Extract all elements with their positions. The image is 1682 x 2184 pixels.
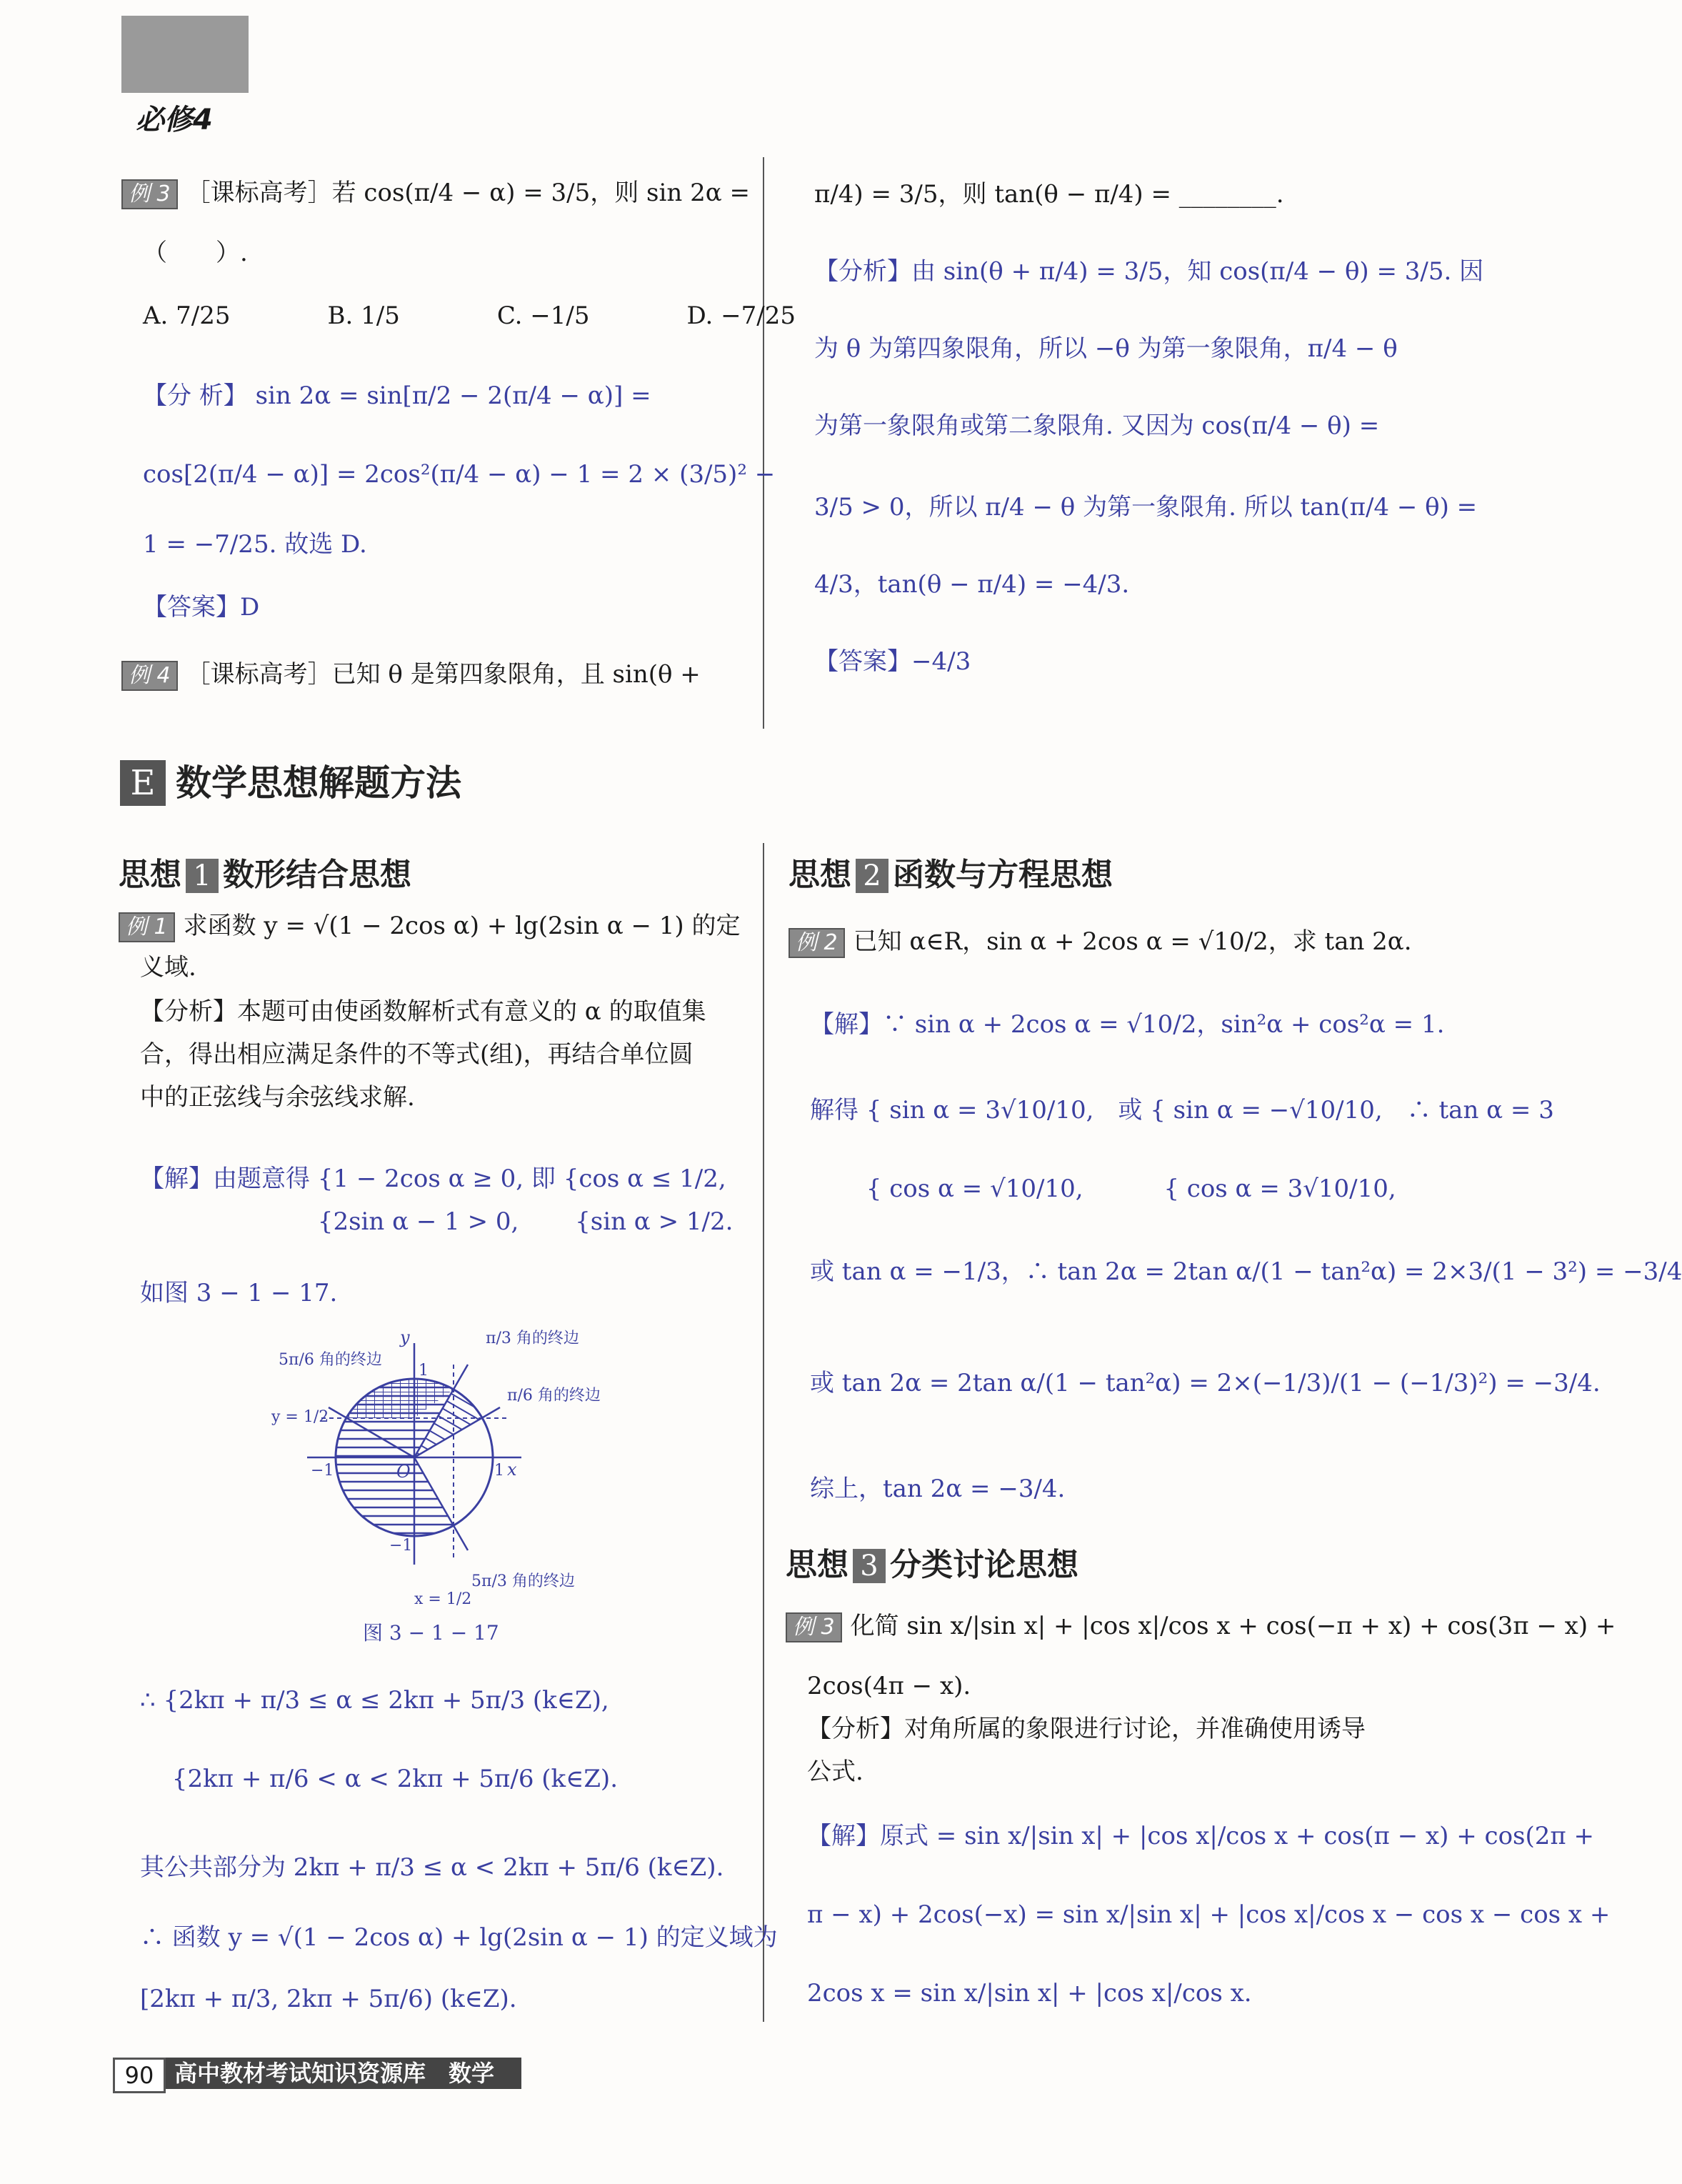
idea1-figure-ref: 如图 3 − 1 − 17. (140, 1279, 338, 1307)
idea1-domain-2: [2kπ + π/3, 2kπ + 5π/6) (k∈Z). (140, 1985, 517, 2013)
footer-title: 高中教材考试知识资源库 数学 (166, 2058, 521, 2089)
idea1-domain-1: ∴ 函数 y = √(1 − 2cos α) + lg(2sin α − 1) 的定义域为 (140, 1923, 778, 1952)
idea2-solution-3: 或 tan α = −1/3，∴ tan 2α = 2tan α/(1 − tan²α) = 2×3/(1 − 3²) = −3/4 (810, 1257, 1682, 1286)
label-5pi3: 5π/3 角的终边 (471, 1572, 575, 1590)
label-neg-one-y: −1 (389, 1537, 413, 1555)
idea3-example-line1: 例 3 化简 sin x/|sin x| + |cos x|/cos x + cos(−π + x) + cos(3π − x) + (786, 1609, 1616, 1643)
column-divider-top (763, 157, 764, 729)
label-x-half: x = 1/2 (414, 1590, 472, 1608)
label-pi3: π/3 角的终边 (486, 1330, 579, 1347)
idea2-example-tag: 例 2 (789, 928, 845, 958)
idea1-example-line1: 例 1 求函数 y = √(1 − 2cos α) + lg(2sin α − 1) 的定 (119, 909, 740, 943)
idea3-solution-3: 2cos x = sin x/|sin x| + |cos x|/cos x. (807, 1979, 1252, 2008)
example3-analysis-1: 【分 析】 sin 2α = sin[π/2 − 2(π/4 − α)] = (143, 382, 651, 410)
example4-line2: π/4) = 3/5，则 tan(θ − π/4) = ________. (814, 180, 1284, 209)
idea3-solution-2: π − x) + 2cos(−x) = sin x/|sin x| + |cos x|/cos x − cos x − cos x + (807, 1900, 1611, 1929)
label-one-x: 1 (494, 1462, 504, 1480)
section-e-letter: E (120, 760, 166, 806)
column-divider-bottom (763, 843, 764, 2022)
idea1-analysis-3: 中的正弦线与余弦线求解. (140, 1083, 415, 1112)
idea1-example-line2: 义域. (140, 953, 196, 982)
example4-analysis-2: 为 θ 为第四象限角，所以 −θ 为第一象限角，π/4 − θ (814, 334, 1398, 363)
example3-analysis-3: 1 = −7/25. 故选 D. (143, 530, 367, 559)
section-e-title: 数学思想解题方法 (176, 762, 461, 804)
idea1-analysis-1: 【分析】本题可由使函数解析式有意义的 α 的取值集 (140, 997, 706, 1026)
section-e-heading (120, 760, 461, 806)
idea1-result-1: ∴ {2kπ + π/3 ≤ α ≤ 2kπ + 5π/3 (k∈Z), (140, 1686, 609, 1715)
figure-caption: 图 3 − 1 − 17 (363, 1621, 499, 1645)
idea2-solution-2b: { cos α = √10/10, { cos α = 3√10/10, (810, 1175, 1396, 1203)
example3-line1: 例 3 ［课标高考］若 cos(π/4 − α) = 3/5，则 sin 2α = (121, 176, 750, 210)
page-number: 90 (113, 2058, 166, 2093)
idea1-analysis-2: 合，得出相应满足条件的不等式(组)，再结合单位圆 (140, 1040, 694, 1069)
label-pi6: π/6 角的终边 (507, 1387, 601, 1405)
example4-answer: 【答案】−4/3 (814, 647, 971, 676)
example4-analysis-5: 4/3，tan(θ − π/4) = −4/3. (814, 570, 1130, 599)
unit-circle-figure (271, 1315, 600, 1615)
idea3-heading: 思想 3 分类讨论思想 (786, 1547, 1078, 1583)
idea2-number: 2 (856, 859, 888, 893)
example4-tag: 例 4 (121, 661, 178, 691)
label-origin: O (396, 1462, 411, 1482)
idea3-solution-1: 【解】原式 = sin x/|sin x| + |cos x|/cos x + cos(π − x) + cos(2π + (807, 1822, 1595, 1850)
label-one-y: 1 (419, 1362, 429, 1380)
example3-line2: （ ）. (143, 239, 248, 267)
example4-analysis-1: 【分析】由 sin(θ + π/4) = 3/5，知 cos(π/4 − θ) = 3/5. 因 (814, 257, 1484, 286)
idea2-heading: 思想 2 函数与方程思想 (789, 857, 1113, 893)
idea3-analysis-1: 【分析】对角所属的象限进行讨论，并准确使用诱导 (807, 1715, 1366, 1743)
label-y-half: y = 1/2 (271, 1408, 329, 1426)
book-label: 必修4 (136, 104, 213, 136)
idea3-example-line2: 2cos(4π − x). (807, 1672, 971, 1700)
example3-options: A. 7/25 B. 1/5 C. −1/5 D. −7/25 (143, 301, 796, 330)
idea1-common: 其公共部分为 2kπ + π/3 ≤ α < 2kπ + 5π/6 (k∈Z). (140, 1853, 724, 1882)
idea1-heading: 思想 1 数形结合思想 (119, 857, 411, 893)
label-neg-one-x: −1 (311, 1462, 334, 1480)
example3-answer: 【答案】D (143, 593, 260, 622)
idea2-solution-1: 【解】∵ sin α + 2cos α = √10/2，sin²α + cos²α = 1. (810, 1010, 1445, 1039)
idea2-solution-5: 综上，tan 2α = −3/4. (810, 1475, 1066, 1503)
idea2-solution-4: 或 tan 2α = 2tan α/(1 − tan²α) = 2×(−1/3)/(1 − (−1/3)²) = −3/4. (810, 1369, 1601, 1397)
example4-analysis-3: 为第一象限角或第二象限角. 又因为 cos(π/4 − θ) = (814, 412, 1380, 440)
idea3-example-tag: 例 3 (786, 1612, 842, 1642)
label-5pi6: 5π/6 角的终边 (279, 1351, 382, 1369)
idea3-number: 3 (853, 1549, 886, 1583)
idea1-solution-1: 【解】由题意得 {1 − 2cos α ≥ 0, 即 {cos α ≤ 1/2, (140, 1165, 726, 1193)
label-x: x (507, 1460, 517, 1480)
header-block (121, 16, 249, 93)
idea1-result-2: {2kπ + π/6 < α < 2kπ + 5π/6 (k∈Z). (140, 1765, 619, 1793)
example4-line1: 例 4 ［课标高考］已知 θ 是第四象限角，且 sin(θ + (121, 657, 701, 692)
example3-tag: 例 3 (121, 179, 178, 209)
idea2-example-line1: 例 2 已知 α∈R，sin α + 2cos α = √10/2，求 tan 2α. (789, 924, 1412, 959)
idea1-number: 1 (186, 859, 219, 893)
label-y: y (400, 1327, 410, 1347)
example4-analysis-4: 3/5 > 0，所以 π/4 − θ 为第一象限角. 所以 tan(π/4 − θ) = (814, 493, 1478, 522)
idea1-solution-2: {2sin α − 1 > 0, {sin α > 1/2. (140, 1207, 734, 1236)
example3-analysis-2: cos[2(π/4 − α)] = 2cos²(π/4 − α) − 1 = 2 × (3/5)² − (143, 460, 776, 489)
idea2-solution-2a: 解得 { sin α = 3√10/10, 或 { sin α = −√10/10, ∴ tan α = 3 (810, 1096, 1554, 1125)
idea3-analysis-2: 公式. (807, 1757, 863, 1786)
idea1-example-tag: 例 1 (119, 912, 175, 942)
